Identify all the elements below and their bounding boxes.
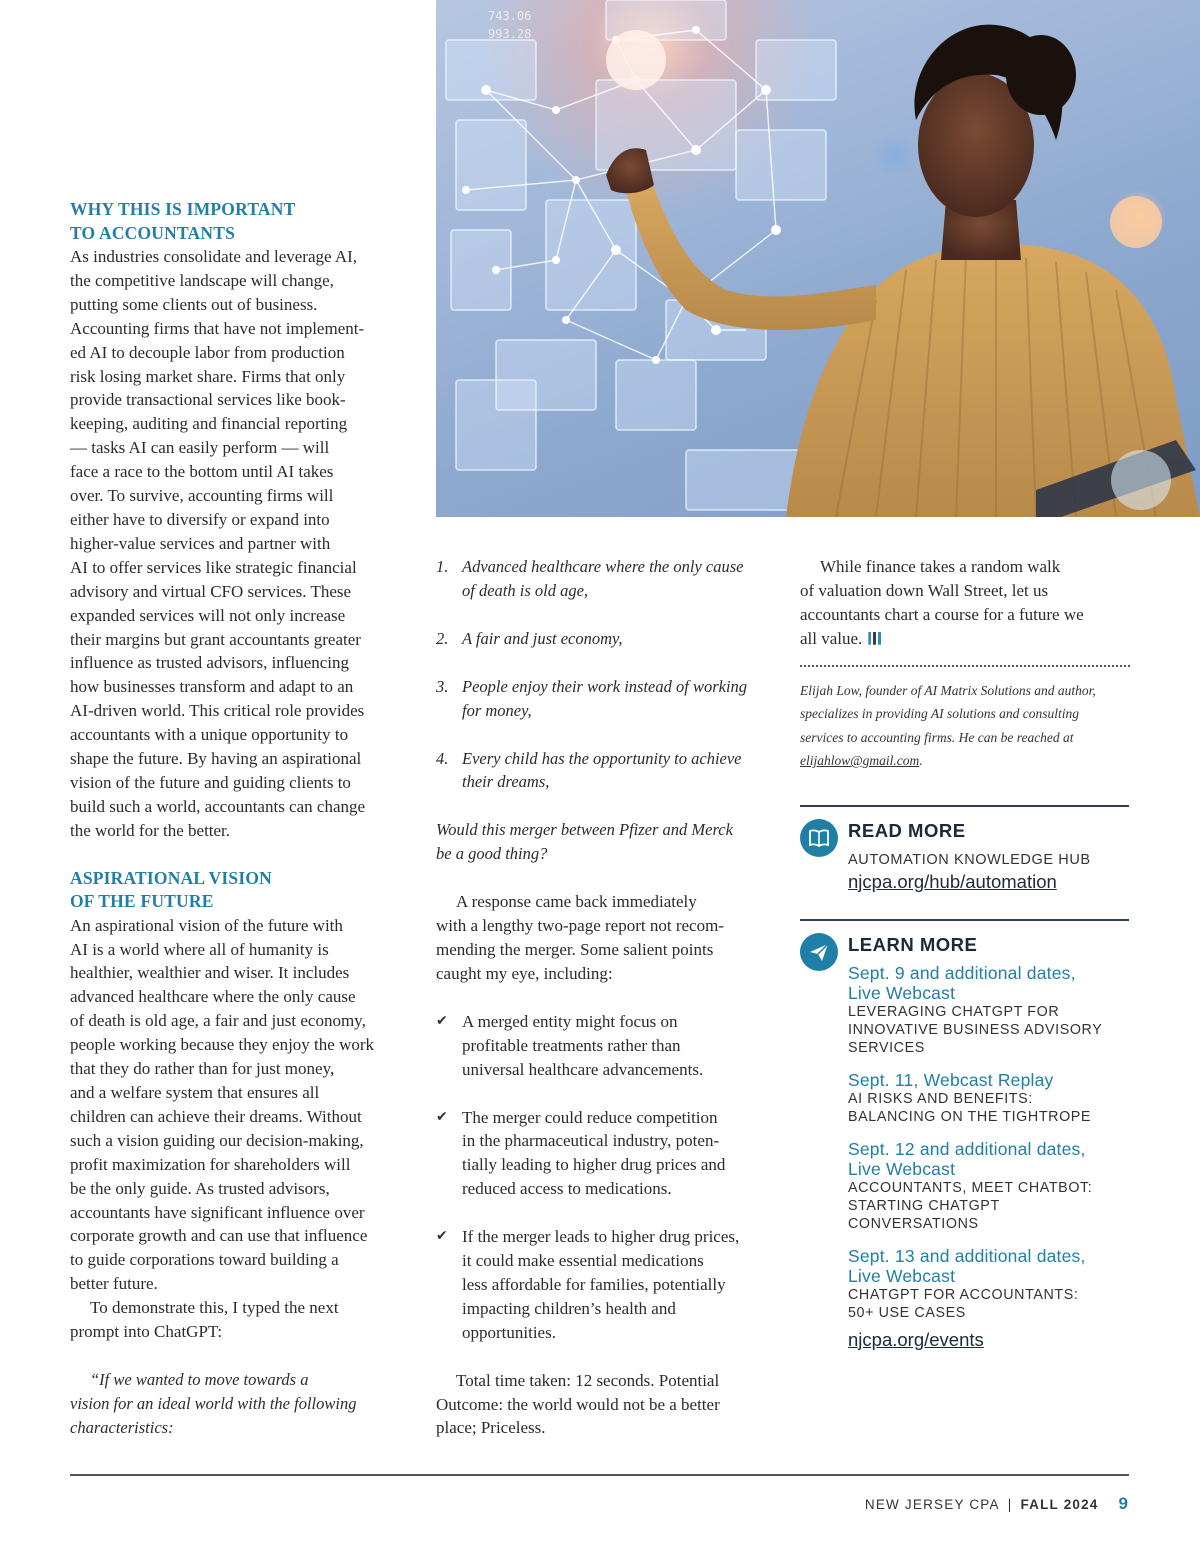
hero-image	[436, 0, 1200, 517]
check-item-line: less affordable for families, potentially	[462, 1274, 726, 1294]
check-item-line: impacting children’s health and	[462, 1298, 676, 1318]
demonstrate-line: prompt into ChatGPT:	[70, 1322, 223, 1342]
issue-season: FALL 2024	[1020, 1497, 1099, 1512]
event-title-line: AI RISKS AND BENEFITS:	[848, 1090, 1033, 1107]
check-item-line: opportunities.	[462, 1322, 556, 1342]
aspirational-line: people working because they enjoy the work	[70, 1035, 375, 1055]
paragraph-aspirational-vision	[70, 914, 405, 1297]
response-line: A response came back immediately	[456, 892, 697, 912]
learn-more-box	[800, 933, 1130, 1353]
list-text	[462, 627, 623, 651]
why-important-line: risk losing market share. Firms that only	[70, 366, 346, 386]
event-item[interactable]	[848, 1070, 1130, 1126]
section-heading-aspirational-vision: ASPIRATIONAL VISION OF THE FUTURE	[70, 867, 273, 912]
quote-line: characteristics:	[70, 1417, 174, 1437]
event-item[interactable]	[848, 963, 1130, 1057]
check-text	[462, 1010, 703, 1082]
event-item[interactable]	[848, 1139, 1130, 1233]
why-important-line: expanded services will not only increase	[70, 605, 346, 625]
read-more-subtitle: AUTOMATION KNOWLEDGE HUB	[848, 851, 1091, 868]
hero-number-2: 993.28	[488, 27, 532, 41]
checkmark-icon: ✔	[436, 1228, 448, 1245]
why-important-line: keeping, auditing and financial reporting	[70, 414, 348, 434]
check-item-line: profitable treatments rather than	[462, 1035, 681, 1055]
why-important-line: influence as trusted advisors, influencing	[70, 653, 350, 673]
bio-line: specializes in providing AI solutions and consulting	[800, 706, 1079, 722]
quote-line: vision for an ideal world with the following	[70, 1393, 357, 1413]
list-item-line: A fair and just economy,	[462, 628, 623, 648]
list-number: 3.	[436, 676, 449, 696]
merger-question	[436, 818, 771, 866]
check-list-item	[436, 1225, 771, 1345]
event-title-line: LEVERAGING CHATGPT FOR	[848, 1003, 1060, 1020]
aspirational-line: be the only guide. As trusted advisors,	[70, 1178, 330, 1198]
author-bio: Elijah Low, founder of AI Matrix Solutions and author, specializes in providing AI solutions and consulting services to accounting firms. He can be reached at elijahlow@gmail.com.	[800, 679, 1130, 773]
why-important-line: ed AI to decouple labor from production	[70, 342, 345, 362]
check-item-line: If the merger leads to higher drug prices,	[462, 1227, 740, 1247]
response-line: caught my eye, including:	[436, 963, 613, 983]
left-column	[70, 198, 405, 1440]
aspirational-line: better future.	[70, 1274, 158, 1294]
list-number: 1.	[436, 557, 449, 576]
list-item	[436, 747, 771, 795]
list-item-line: their dreams,	[462, 772, 550, 792]
list-item-line: People enjoy their work instead of working	[462, 676, 748, 696]
aspirational-line: An aspirational vision of the future with	[70, 915, 343, 935]
list-item-line: Advanced healthcare where the only cause	[462, 557, 744, 576]
aspirational-line: healthier, wealthier and wiser. It includes	[70, 963, 350, 983]
aspirational-line: accountants have significant influence over	[70, 1202, 365, 1222]
paper-plane-icon	[800, 933, 838, 971]
aspirational-line: such a vision guiding our decision-making,	[70, 1130, 364, 1150]
why-important-line: — tasks AI can easily perform — will	[70, 438, 330, 458]
author-email-link[interactable]: elijahlow@gmail.com	[800, 753, 920, 769]
why-important-line: provide transactional services like book-	[70, 390, 346, 410]
why-important-line: AI to offer services like strategic financial	[70, 557, 357, 577]
read-more-box	[800, 819, 1130, 895]
list-number: 2.	[436, 628, 449, 648]
check-text	[462, 1106, 725, 1202]
check-item-line: universal healthcare advancements.	[462, 1059, 704, 1079]
event-title	[848, 1179, 1130, 1233]
question-line: be a good thing?	[436, 844, 548, 864]
page-footer	[865, 1494, 1128, 1514]
aspirational-line: of death is old age, a fair and just economy,	[70, 1011, 366, 1031]
list-number: 4.	[436, 748, 449, 768]
paragraph-why-important	[70, 245, 405, 843]
end-mark-icon	[868, 632, 881, 645]
response-line: with a lengthy two-page report not recom-	[436, 916, 724, 936]
event-title	[848, 1286, 1130, 1322]
event-date-line: Sept. 13 and additional dates,	[848, 1245, 1086, 1266]
list-item-line: Every child has the opportunity to achieve	[462, 748, 742, 768]
response-paragraph	[436, 890, 771, 986]
event-date[interactable]	[848, 1070, 1130, 1090]
why-important-line: AI-driven world. This critical role provides	[70, 701, 365, 721]
closing-thought-line: all value.	[800, 627, 1130, 651]
why-important-line: their margins but grant accountants greater	[70, 629, 361, 649]
event-title	[848, 1090, 1130, 1126]
why-important-line: over. To survive, accounting firms will	[70, 486, 334, 506]
event-date-line: Sept. 12 and additional dates,	[848, 1138, 1086, 1159]
aspirational-line: AI is a world where all of humanity is	[70, 939, 329, 959]
list-item-line: for money,	[462, 700, 532, 720]
list-item-line: of death is old age,	[462, 580, 589, 600]
why-important-line: the world for the better.	[70, 820, 231, 840]
closing-thought-line: accountants chart a course for a future we	[800, 604, 1084, 624]
closing-line: place; Priceless.	[436, 1418, 546, 1438]
why-important-line: how businesses transform and adapt to an	[70, 677, 354, 697]
closing-line: Outcome: the world would not be a better	[436, 1394, 720, 1414]
event-date-line: Sept. 11, Webcast Replay	[848, 1069, 1054, 1090]
closing-thought-paragraph	[800, 555, 1130, 651]
page-number: 9	[1118, 1494, 1128, 1513]
ideal-world-list	[436, 555, 771, 794]
event-date-line: Live Webcast	[848, 982, 956, 1003]
aspirational-line: and a welfare system that ensures all	[70, 1083, 320, 1102]
event-date-line: Live Webcast	[848, 1265, 956, 1286]
read-more-title: READ MORE	[848, 819, 966, 841]
check-item-line: reduced access to medications.	[462, 1179, 672, 1199]
list-item	[436, 675, 771, 723]
aspirational-line: corporate growth and can use that influence	[70, 1226, 368, 1246]
check-item-line: in the pharmaceutical industry, poten-	[462, 1131, 720, 1151]
book-icon	[800, 819, 838, 857]
event-date-line: Live Webcast	[848, 1158, 956, 1179]
why-important-line: advisory and virtual CFO services. These	[70, 581, 352, 601]
question-line: Would this merger between Pfizer and Merck	[436, 820, 733, 840]
why-important-line: vision of the future and guiding clients to	[70, 772, 351, 792]
why-important-line: accountants with a unique opportunity to	[70, 725, 349, 745]
list-text	[462, 555, 743, 603]
event-item[interactable]	[848, 1246, 1130, 1322]
demonstrate-line: To demonstrate this, I typed the next	[90, 1298, 339, 1318]
event-title-line: BALANCING ON THE TIGHTROPE	[848, 1108, 1092, 1125]
check-list-item	[436, 1010, 771, 1082]
dotted-divider	[800, 665, 1130, 667]
bio-line: services to accounting firms. He can be reached at	[800, 729, 1074, 745]
event-date-line: Sept. 9 and additional dates,	[848, 962, 1076, 983]
events-link[interactable]: njcpa.org/events	[848, 1328, 984, 1350]
automation-hub-link[interactable]: njcpa.org/hub/automation	[848, 870, 1057, 892]
event-date[interactable]	[848, 1246, 1130, 1286]
aspirational-line: children can achieve their dreams. Without	[70, 1106, 362, 1126]
why-important-line: build such a world, accountants can change	[70, 796, 366, 816]
why-important-line: Accounting firms that have not implement-	[70, 318, 365, 338]
checkmark-icon: ✔	[436, 1108, 448, 1125]
hero-illustration	[436, 0, 1200, 517]
salient-points-list	[436, 1010, 771, 1345]
paragraph-demonstrate	[70, 1296, 405, 1344]
chatgpt-prompt-quote	[70, 1368, 405, 1440]
check-item-line: A merged entity might focus on	[462, 1011, 678, 1031]
aspirational-line: profit maximization for shareholders will	[70, 1154, 351, 1174]
why-important-line: face a race to the bottom until AI takes	[70, 462, 334, 482]
learn-more-title: LEARN MORE	[848, 933, 978, 955]
right-column	[800, 555, 1130, 1353]
check-list-item	[436, 1106, 771, 1202]
closing-line: Total time taken: 12 seconds. Potential	[456, 1370, 720, 1390]
check-item-line: tially leading to higher drug prices and	[462, 1155, 726, 1175]
footer-divider	[70, 1474, 1129, 1476]
list-item	[436, 627, 771, 651]
event-title-line: INNOVATIVE BUSINESS ADVISORY	[848, 1021, 1103, 1038]
checkmark-icon: ✔	[436, 1012, 448, 1029]
why-important-line: higher-value services and partner with	[70, 533, 331, 553]
event-date[interactable]	[848, 963, 1130, 1003]
quote-line: “If we wanted to move towards a	[90, 1369, 309, 1389]
why-important-line: putting some clients out of business.	[70, 294, 318, 314]
event-title-line: CONVERSATIONS	[848, 1215, 979, 1232]
closing-paragraph	[436, 1369, 771, 1441]
bio-line: Elijah Low, founder of AI Matrix Solutions and author,	[800, 682, 1096, 698]
why-important-line: the competitive landscape will change,	[70, 270, 334, 290]
event-title-line: ACCOUNTANTS, MEET CHATBOT:	[848, 1179, 1093, 1196]
event-date[interactable]	[848, 1139, 1130, 1179]
why-important-line: shape the future. By having an aspirational	[70, 749, 362, 769]
list-text	[462, 747, 742, 795]
list-text	[462, 675, 747, 723]
aspirational-line: to guide corporations toward building a	[70, 1250, 339, 1270]
event-title	[848, 1003, 1130, 1057]
aspirational-line: advanced healthcare where the only cause	[70, 987, 356, 1007]
hero-number-1: 743.06	[488, 9, 532, 23]
aspirational-line: that they do rather than for just money,	[70, 1059, 335, 1079]
closing-thought-line: of valuation down Wall Street, let us	[800, 580, 1049, 600]
event-title-line: SERVICES	[848, 1039, 925, 1056]
event-title-line: CHATGPT FOR ACCOUNTANTS:	[848, 1286, 1079, 1303]
check-text	[462, 1225, 739, 1345]
list-item	[436, 555, 771, 603]
event-title-line: 50+ USE CASES	[848, 1304, 966, 1321]
section-heading-why-important: WHY THIS IS IMPORTANT TO ACCOUNTANTS	[70, 199, 296, 243]
footer-separator: |	[1007, 1497, 1013, 1512]
response-line: mending the merger. Some salient points	[436, 939, 714, 959]
publication-name: NEW JERSEY CPA	[864, 1497, 1000, 1512]
why-important-line: either have to diversify or expand into	[70, 509, 330, 529]
event-title-line: STARTING CHATGPT	[848, 1197, 1000, 1214]
check-item-line: The merger could reduce competition	[462, 1107, 718, 1127]
events-list	[848, 963, 1130, 1322]
check-item-line: it could make essential medications	[462, 1251, 704, 1271]
closing-thought-line: While finance takes a random walk	[820, 557, 1061, 576]
middle-column	[436, 555, 771, 1440]
why-important-line: As industries consolidate and leverage AI,	[70, 247, 358, 266]
